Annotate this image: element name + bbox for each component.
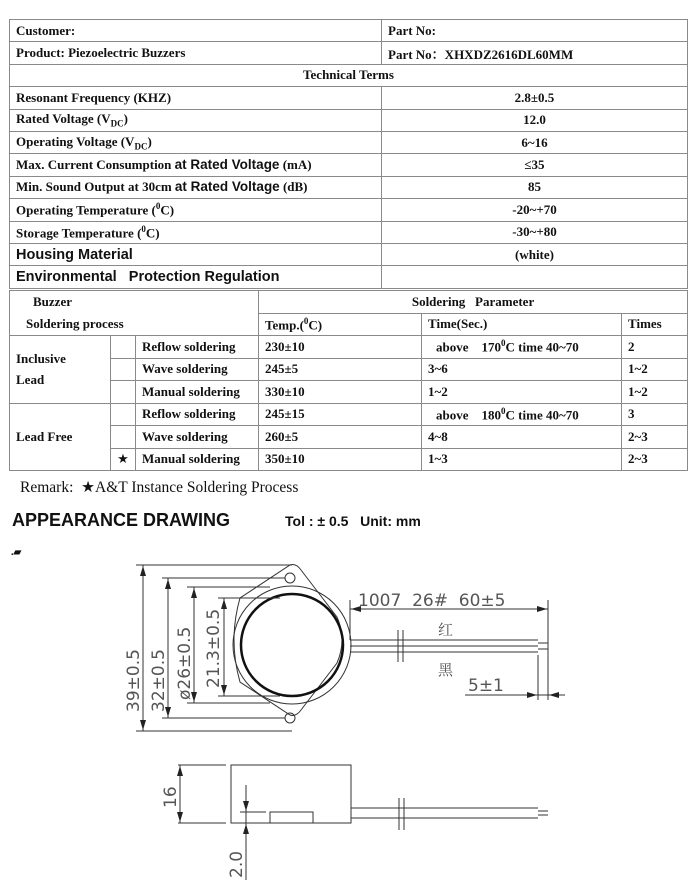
term-value: 6~16 — [382, 131, 688, 153]
mount-hole-top — [285, 573, 295, 583]
temp-value: 230±10 — [259, 336, 422, 359]
process-name: Reflow soldering — [136, 403, 259, 426]
side-view-base — [270, 812, 313, 823]
times-value: 2~3 — [622, 426, 688, 449]
label-red-wire: 红 — [438, 621, 454, 639]
term-label: Min. Sound Output at 30cm at Rated Voltage (dB) — [10, 176, 382, 198]
label-black-wire: 黑 — [438, 661, 454, 679]
parameter-header: Soldering Parameter — [259, 291, 688, 314]
dim-wire: 1007 26# 60±5 — [358, 591, 506, 611]
term-label: Max. Current Consumption at Rated Voltage (mA) — [10, 154, 382, 176]
appearance-drawing-title: APPEARANCE DRAWING — [12, 510, 231, 530]
term-label: Operating Temperature ($^0$C) — [10, 199, 382, 221]
group-lead-free: Lead Free — [10, 403, 111, 471]
dim-overall: 39±0.5 — [124, 649, 144, 712]
time-value: 1~3 — [422, 448, 622, 471]
term-value: 85 — [382, 176, 688, 198]
temp-header: Temp.($^0$C) — [259, 313, 422, 336]
term-label: Operating Voltage $(V_{DC})$ — [10, 131, 382, 153]
times-value: 2~3 — [622, 448, 688, 471]
part-no-label: Part No: — [382, 20, 688, 42]
process-header-line-1: Buzzer — [10, 291, 259, 314]
time-value: above $170^0C$ time 40~70 — [422, 336, 622, 359]
dim-height: 16 — [161, 786, 181, 808]
process-name: Manual soldering — [136, 448, 259, 471]
outer-housing — [233, 586, 351, 704]
time-header: Time(Sec.) — [422, 313, 622, 336]
times-value: 3 — [622, 403, 688, 426]
times-value: 1~2 — [622, 358, 688, 381]
times-value: 1~2 — [622, 381, 688, 404]
process-name: Manual soldering — [136, 381, 259, 404]
term-label: Storage Temperature ($^0$C) — [10, 221, 382, 243]
time-value: 1~2 — [422, 381, 622, 404]
temp-value: 260±5 — [259, 426, 422, 449]
part-no-value: Part No：XHXDZ2616DL60MM — [382, 42, 688, 64]
process-name: Reflow soldering — [136, 336, 259, 359]
term-value: -20~+70 — [382, 199, 688, 221]
term-label: Housing Material — [10, 243, 382, 265]
dim-strip: 5±1 — [468, 676, 504, 696]
group-inclusive-lead: Inclusive Lead — [10, 336, 111, 404]
dim-diameter: ø26±0.5 — [175, 626, 195, 700]
inner-housing — [241, 594, 343, 696]
process-name: Wave soldering — [136, 358, 259, 381]
remark: Remark: ★A&T Instance Soldering Process — [20, 479, 299, 496]
dim-base: 2.0 — [227, 850, 247, 878]
time-value: 3~6 — [422, 358, 622, 381]
term-value: (white) — [382, 243, 688, 265]
temp-value: 245±15 — [259, 403, 422, 426]
term-value: -30~+80 — [382, 221, 688, 243]
side-view-body — [231, 765, 351, 823]
customer-label: Customer: — [10, 20, 382, 42]
dim-inner: 21.3±0.5 — [204, 608, 224, 688]
star-icon: ★ — [111, 448, 136, 471]
technical-terms-title: Technical Terms — [10, 64, 688, 86]
term-label: Resonant Frequency (KHZ) — [10, 87, 382, 109]
temp-value: 350±10 — [259, 448, 422, 471]
term-value: ≤35 — [382, 154, 688, 176]
temp-value: 245±5 — [259, 358, 422, 381]
times-header: Times — [622, 313, 688, 336]
times-value: 2 — [622, 336, 688, 359]
stray-mark: .▰ — [11, 547, 22, 558]
temp-value: 330±10 — [259, 381, 422, 404]
time-value: above $180^0C$ time 40~70 — [422, 403, 622, 426]
product-label: Product: Piezoelectric Buzzers — [10, 42, 382, 64]
tolerance-unit: Tol : ± 0.5 Unit: mm — [285, 513, 421, 529]
term-label: Environmental Protection Regulation — [10, 266, 382, 288]
process-header-line-2: Soldering process — [10, 313, 259, 336]
time-value: 4~8 — [422, 426, 622, 449]
term-value: 2.8±0.5 — [382, 87, 688, 109]
process-name: Wave soldering — [136, 426, 259, 449]
term-label: Rated Voltage $(V_{DC})$ — [10, 109, 382, 131]
term-value: 12.0 — [382, 109, 688, 131]
dim-hole-pitch: 32±0.5 — [149, 649, 169, 712]
